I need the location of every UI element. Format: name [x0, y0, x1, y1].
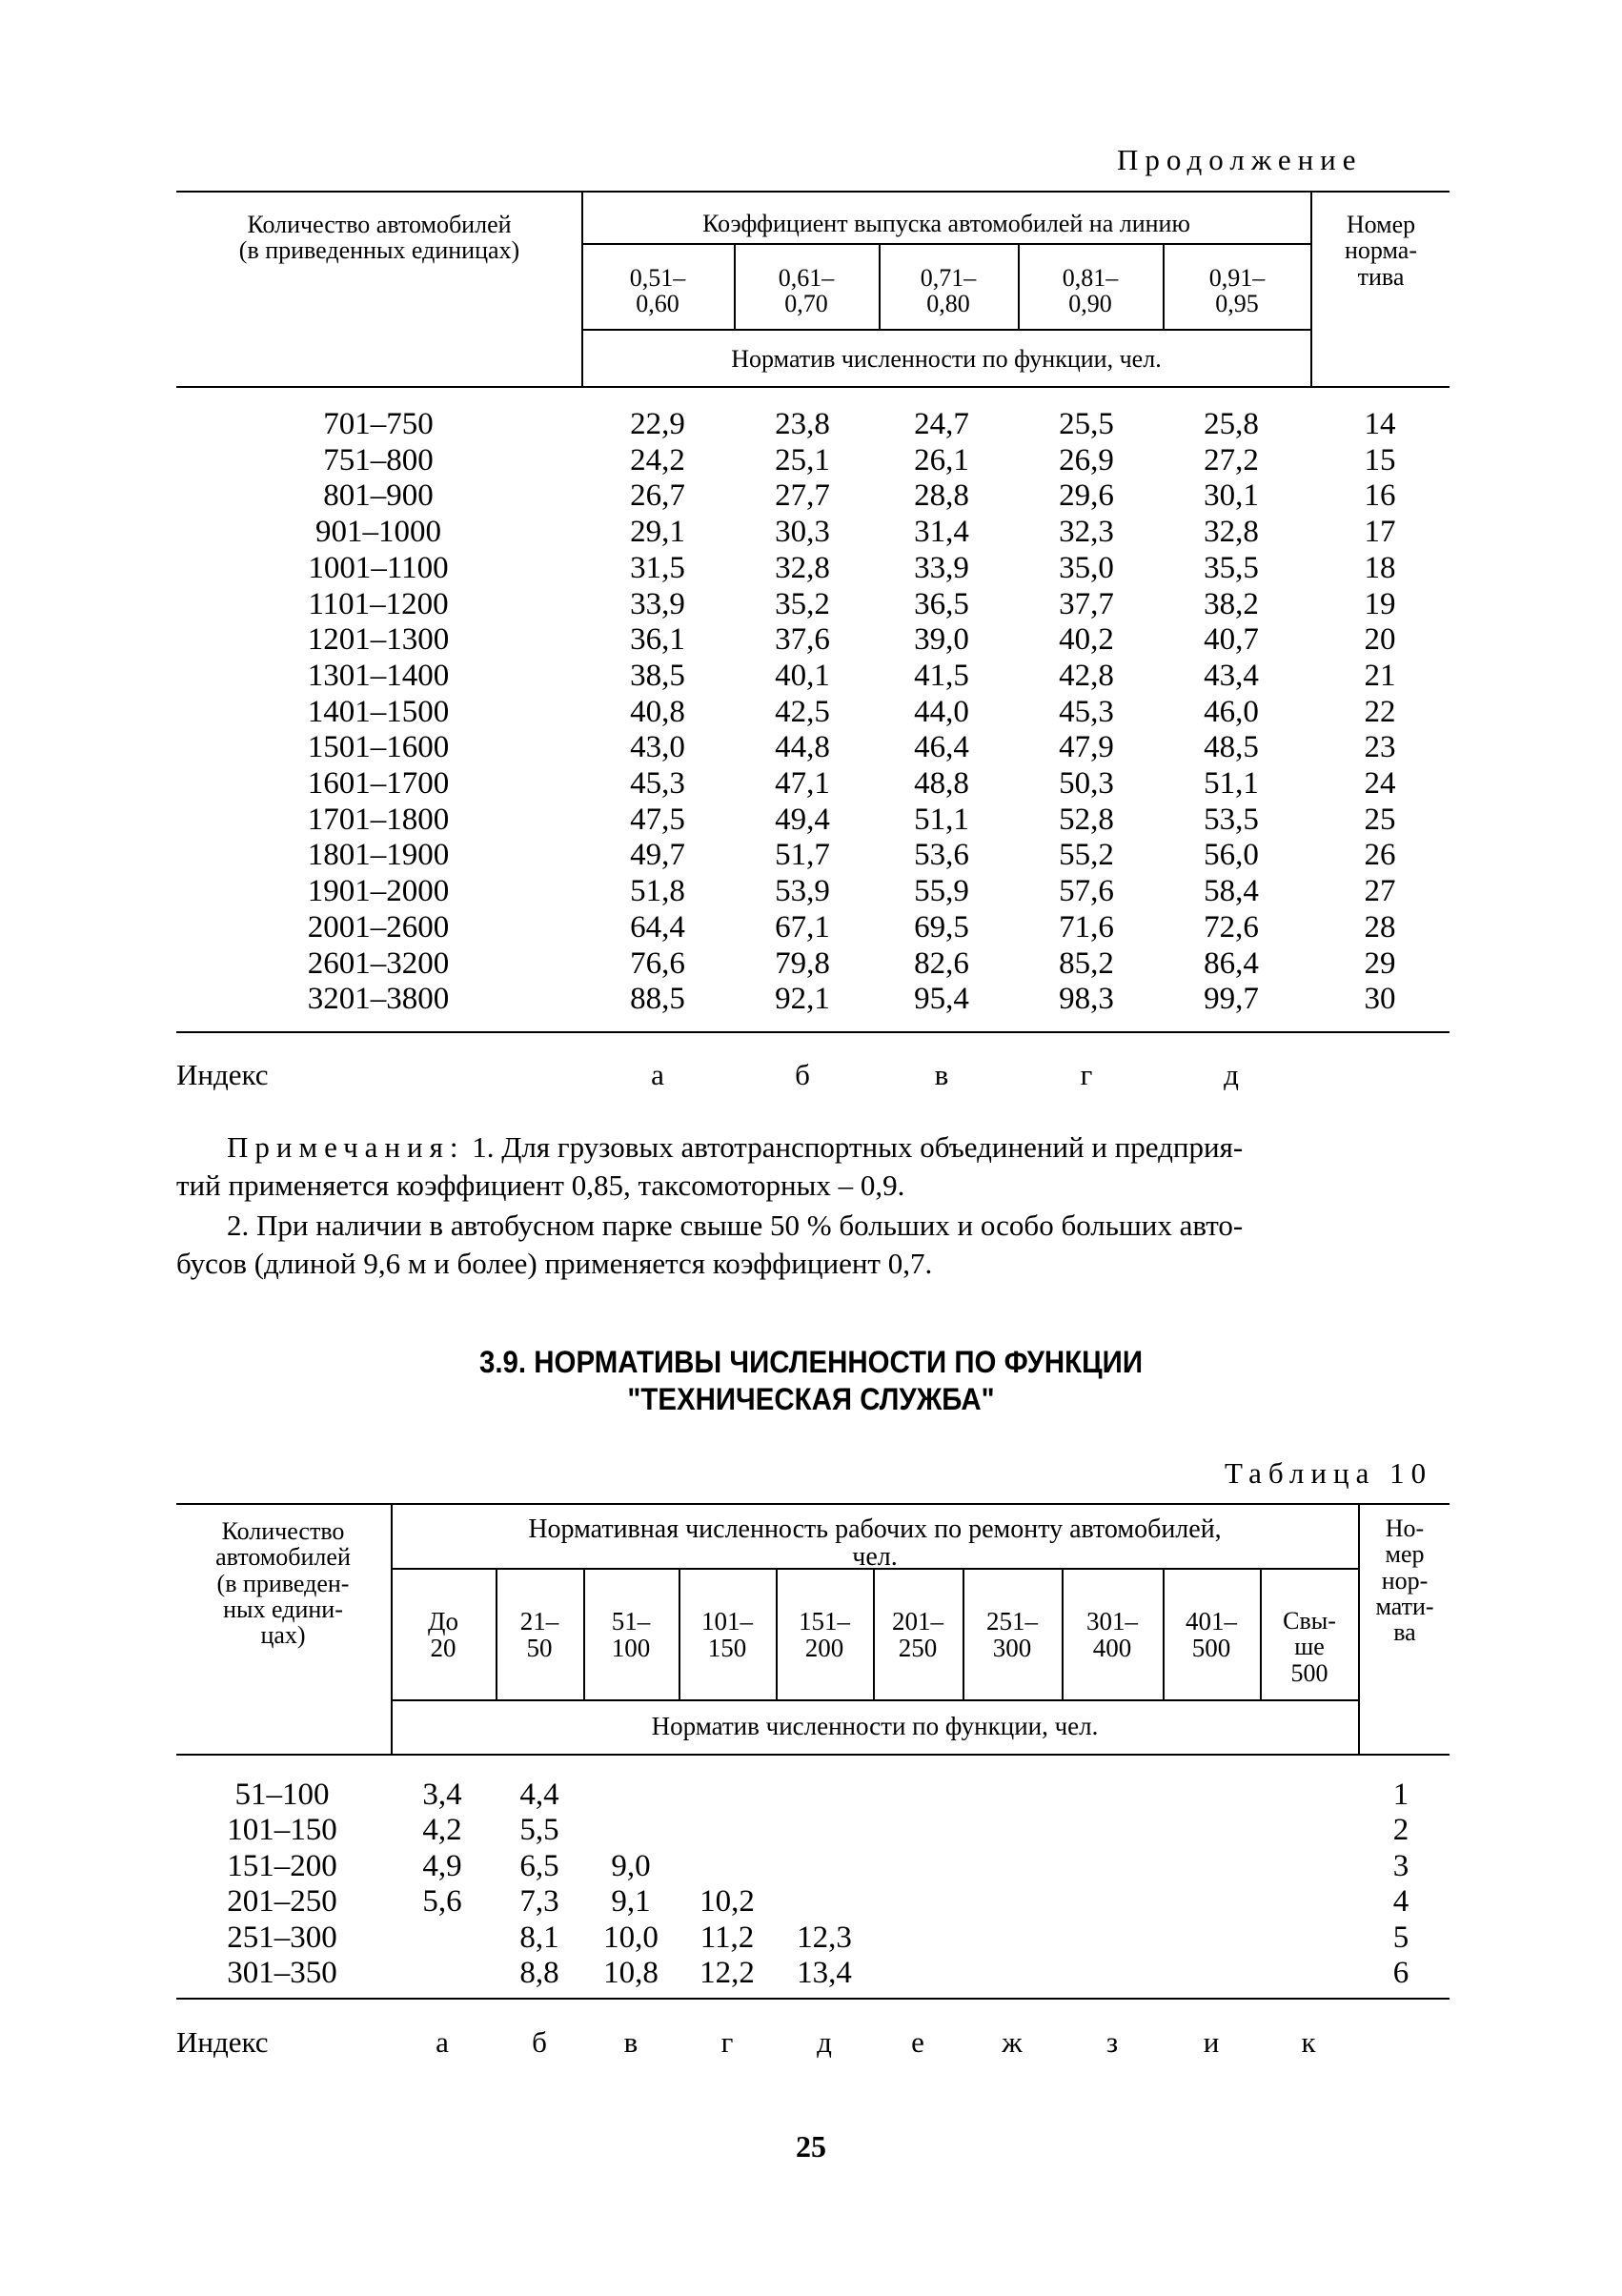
table1-value-cell: 79,8 — [775, 946, 830, 981]
table1-qty-cell: 2601–3200 — [307, 946, 450, 981]
table2-range-header — [680, 1608, 774, 1662]
table1-value-cell: 24,7 — [914, 407, 969, 441]
table1-value-cell: 71,6 — [1059, 910, 1114, 945]
table2-header-bottom-rule — [176, 1754, 1450, 1756]
table1-value-cell: 49,4 — [775, 803, 830, 837]
table2-range-header — [778, 1608, 871, 1662]
table1-value-cell: 25,1 — [775, 443, 830, 477]
table1-value-cell: 41,5 — [914, 659, 969, 693]
table2-range-header — [1262, 1608, 1357, 1686]
header-text: Нормативная численность рабочих по ремонту автомобилей, чел. — [528, 1514, 1222, 1573]
table1-range-header — [1165, 265, 1309, 317]
table2-qty-cell: 151–200 — [227, 1849, 337, 1883]
table2-bottom-rule — [176, 1998, 1450, 2000]
table1-number-cell: 14 — [1364, 407, 1396, 441]
table1-qty-cell: 1501–1600 — [307, 730, 450, 764]
table2-value-cell: 4,9 — [422, 1849, 462, 1883]
table2-value-cell: 7,3 — [519, 1884, 559, 1919]
table2-index-letter: ж — [1002, 2025, 1023, 2059]
table2-value-cell: 3,4 — [422, 1778, 462, 1812]
table1-header-bottom-rule — [176, 386, 1450, 388]
table1-value-cell: 38,5 — [630, 659, 685, 693]
header-text: 0,71– 0,80 — [920, 264, 977, 318]
table1-value-cell: 51,1 — [1204, 766, 1259, 801]
table1-value-cell: 64,4 — [630, 910, 685, 945]
table1-value-cell: 39,0 — [914, 622, 969, 657]
table1-coef-rule — [581, 243, 1311, 245]
table2-value-cell: 10,0 — [603, 1920, 659, 1955]
table2-norm-header — [393, 1713, 1357, 1739]
header-text: 0,61– 0,70 — [778, 264, 835, 318]
table2-qty-cell: 51–100 — [234, 1778, 330, 1812]
table1-qty-cell: 1701–1800 — [307, 803, 450, 837]
section-title-line: "ТЕХНИЧЕСКАЯ СЛУЖБА" — [627, 1382, 995, 1416]
table2-index-letter: д — [817, 2025, 832, 2059]
table1-value-cell: 25,5 — [1059, 407, 1114, 441]
header-text: 0,81– 0,90 — [1062, 264, 1119, 318]
header-text: До 20 — [428, 1607, 458, 1663]
table2-top-rule — [176, 1503, 1450, 1505]
table2-value-cell: 8,1 — [519, 1920, 559, 1955]
header-text: Количество автомобилей (в приведенных единицах) — [238, 211, 520, 265]
table2-range-header — [497, 1608, 581, 1662]
table2-range-rule — [391, 1699, 1359, 1701]
table2-index-letter: а — [436, 2025, 449, 2059]
notes-text: 1. Для грузовых автотранспортных объединений и предприя- — [464, 1130, 1244, 1164]
table1-value-cell: 40,2 — [1059, 622, 1114, 657]
table1-qty-cell: 801–900 — [323, 478, 434, 513]
table2-number-cell: 1 — [1392, 1778, 1409, 1812]
table1-value-cell: 42,5 — [775, 695, 830, 729]
header-text: Количество автомобилей (в приведен- ных едини- цах) — [215, 1517, 351, 1650]
header-text: Свы- ше 500 — [1283, 1607, 1336, 1687]
table2-workers-header — [393, 1515, 1357, 1572]
table1-number-cell: 20 — [1364, 622, 1396, 657]
table1-qty-cell: 751–800 — [323, 443, 434, 477]
table2-index-letter: з — [1105, 2025, 1119, 2059]
table1-value-cell: 33,9 — [630, 587, 685, 621]
table2-value-cell: 8,8 — [519, 1956, 559, 1990]
table2-number-cell: 6 — [1392, 1956, 1409, 1990]
table1-value-cell: 85,2 — [1059, 946, 1114, 981]
table1-number-cell: 21 — [1364, 659, 1396, 693]
table1-value-cell: 53,9 — [775, 874, 830, 908]
table1-top-rule — [176, 191, 1450, 193]
table1-qty-cell: 901–1000 — [315, 515, 441, 549]
table2-value-cell: 13,4 — [797, 1956, 852, 1990]
table1-value-cell: 37,7 — [1059, 587, 1114, 621]
table2-value-cell: 5,6 — [422, 1884, 462, 1919]
table2-range-header — [964, 1608, 1060, 1662]
table1-value-cell: 33,9 — [914, 551, 969, 585]
table1-qty-header — [179, 212, 579, 264]
table1-value-cell: 47,5 — [630, 803, 685, 837]
table1-value-cell: 36,5 — [914, 587, 969, 621]
table1-index-label: Индекс — [176, 1058, 269, 1091]
table1-qty-cell: 1901–2000 — [307, 874, 450, 908]
table1-number-cell: 26 — [1364, 838, 1396, 872]
header-text: Норматив численности по функции, чел. — [651, 1712, 1099, 1740]
table1-value-cell: 26,1 — [914, 443, 969, 477]
table1-value-cell: 43,4 — [1204, 659, 1259, 693]
table1-value-cell: 50,3 — [1059, 766, 1114, 801]
notes-line: бусов (длиной 9,6 м и более) применяется коэффициент 0,7. — [176, 1247, 933, 1280]
table1-index-letter: а — [651, 1058, 664, 1091]
table2-index-letter: е — [911, 2025, 924, 2059]
table1-value-cell: 49,7 — [630, 838, 685, 872]
table1-qty-cell: 1101–1200 — [308, 587, 449, 621]
table1-value-cell: 56,0 — [1204, 838, 1259, 872]
table1-value-cell: 44,0 — [914, 695, 969, 729]
table1-value-cell: 72,6 — [1204, 910, 1259, 945]
table1-value-cell: 98,3 — [1059, 982, 1114, 1016]
table1-value-cell: 32,3 — [1059, 515, 1114, 549]
table1-value-cell: 32,8 — [775, 551, 830, 585]
table1-value-cell: 47,1 — [775, 766, 830, 801]
table1-value-cell: 67,1 — [775, 910, 830, 945]
table1-number-cell: 16 — [1364, 478, 1396, 513]
table2-value-cell: 10,2 — [699, 1884, 755, 1919]
table1-value-cell: 45,3 — [1059, 695, 1114, 729]
table1-value-cell: 57,6 — [1059, 874, 1114, 908]
table2-qty-cell: 201–250 — [227, 1884, 337, 1919]
table1-value-cell: 47,9 — [1059, 730, 1114, 764]
table1-range-header — [736, 265, 877, 317]
table1-value-cell: 51,7 — [775, 838, 830, 872]
table1-value-cell: 53,5 — [1204, 803, 1259, 837]
table1-value-cell: 42,8 — [1059, 659, 1114, 693]
table2-index-letter: к — [1301, 2025, 1316, 2059]
table2-number-cell: 5 — [1392, 1920, 1409, 1955]
table2-value-cell: 6,5 — [519, 1849, 559, 1883]
header-text: 201– 250 — [892, 1607, 943, 1663]
table1-value-cell: 31,4 — [914, 515, 969, 549]
table2-value-cell: 5,5 — [519, 1813, 559, 1847]
table1-number-cell: 29 — [1364, 946, 1396, 981]
table1-value-cell: 26,9 — [1059, 443, 1114, 477]
table1-value-cell: 95,4 — [914, 982, 969, 1016]
table1-value-cell: 36,1 — [630, 622, 685, 657]
table1-value-cell: 24,2 — [630, 443, 685, 477]
table1-qty-cell: 1601–1700 — [307, 766, 450, 801]
table2-index-label: Индекс — [176, 2025, 269, 2059]
table2-range-header — [393, 1608, 494, 1662]
table2-range-header — [1064, 1608, 1161, 1662]
table1-value-cell: 51,1 — [914, 803, 969, 837]
table1-value-cell: 46,4 — [914, 730, 969, 764]
table1-value-cell: 55,9 — [914, 874, 969, 908]
table1-number-cell: 25 — [1364, 803, 1396, 837]
table1-value-cell: 44,8 — [775, 730, 830, 764]
table1-number-cell: 17 — [1364, 515, 1396, 549]
notes-line: тий применяется коэффициент 0,85, таксомоторных – 0,9. — [176, 1168, 905, 1202]
table2-range-header — [1165, 1608, 1258, 1662]
table1-qty-cell: 1801–1900 — [307, 838, 450, 872]
table2-value-cell: 12,2 — [699, 1956, 755, 1990]
table1-range-header — [1020, 265, 1161, 317]
table1-number-cell: 15 — [1364, 443, 1396, 477]
table1-value-cell: 69,5 — [914, 910, 969, 945]
table1-value-cell: 22,9 — [630, 407, 685, 441]
header-text: 0,51– 0,60 — [629, 264, 686, 318]
header-text: 0,91– 0,95 — [1208, 264, 1266, 318]
page-number: 25 — [796, 2129, 826, 2164]
table1-value-cell: 92,1 — [775, 982, 830, 1016]
table1-value-cell: 48,5 — [1204, 730, 1259, 764]
table1-value-cell: 40,7 — [1204, 622, 1259, 657]
header-text: 51– 100 — [611, 1607, 651, 1663]
header-text: 151– 200 — [799, 1607, 850, 1663]
header-text: Но- мер нор- мати- ва — [1375, 1514, 1434, 1647]
table2-value-cell: 9,0 — [611, 1849, 651, 1883]
table1-norm-header — [583, 346, 1309, 372]
section-title-line: 3.9. НОРМАТИВЫ ЧИСЛЕННОСТИ ПО ФУНКЦИИ — [479, 1345, 1143, 1379]
table2-value-cell: 9,1 — [611, 1884, 651, 1919]
table2-index-letter: в — [623, 2025, 639, 2059]
header-text: 301– 400 — [1086, 1607, 1138, 1663]
table1-qty-cell: 1001–1100 — [308, 551, 449, 585]
table1-value-cell: 25,8 — [1204, 407, 1259, 441]
table1-value-cell: 29,6 — [1059, 478, 1114, 513]
table1-coef-header — [583, 211, 1309, 236]
table1-number-cell: 23 — [1364, 730, 1396, 764]
table1-value-cell: 58,4 — [1204, 874, 1259, 908]
table1-qty-cell: 1201–1300 — [307, 622, 450, 657]
table1-index-letter: г — [1080, 1058, 1093, 1091]
table1-qty-cell: 701–750 — [323, 407, 434, 441]
header-text: Коэффициент выпуска автомобилей на линию — [702, 210, 1190, 237]
table1-range-rule — [581, 329, 1311, 331]
table2-value-cell: 11,2 — [699, 1920, 755, 1955]
table-label: Таблица 10 — [1225, 1456, 1433, 1490]
table1-number-cell: 19 — [1364, 587, 1396, 621]
table2-value-cell: 4,2 — [422, 1813, 462, 1847]
notes-heading: Примечания: — [227, 1130, 465, 1164]
table1-bottom-rule — [176, 1031, 1450, 1033]
table2-value-cell: 10,8 — [603, 1956, 659, 1990]
table1-number-cell: 18 — [1364, 551, 1396, 585]
table1-value-cell: 53,6 — [914, 838, 969, 872]
header-text: Номер норма- тива — [1345, 211, 1417, 291]
table1-value-cell: 51,8 — [630, 874, 685, 908]
table1-value-cell: 40,1 — [775, 659, 830, 693]
table1-value-cell: 88,5 — [630, 982, 685, 1016]
table1-index-letter: в — [934, 1058, 949, 1091]
table1-number-cell: 28 — [1364, 910, 1396, 945]
table1-value-cell: 99,7 — [1204, 982, 1259, 1016]
table2-qty-cell: 101–150 — [227, 1813, 337, 1847]
header-text: 21– 50 — [519, 1607, 559, 1663]
table2-qty-header — [177, 1518, 389, 1648]
header-text: 101– 150 — [701, 1607, 753, 1663]
table1-value-cell: 35,2 — [775, 587, 830, 621]
table2-number-header — [1360, 1515, 1450, 1645]
table1-value-cell: 29,1 — [630, 515, 685, 549]
table1-qty-cell: 1301–1400 — [307, 659, 450, 693]
table1-value-cell: 37,6 — [775, 622, 830, 657]
table1-value-cell: 46,0 — [1204, 695, 1259, 729]
table1-number-cell: 24 — [1364, 766, 1396, 801]
table1-value-cell: 40,8 — [630, 695, 685, 729]
table2-range-header — [875, 1608, 961, 1662]
table2-number-cell: 3 — [1392, 1849, 1409, 1883]
table1-value-cell: 35,5 — [1204, 551, 1259, 585]
table1-value-cell: 48,8 — [914, 766, 969, 801]
table1-value-cell: 38,2 — [1204, 587, 1259, 621]
table1-value-cell: 32,8 — [1204, 515, 1259, 549]
header-text: 251– 300 — [986, 1607, 1038, 1663]
table1-qty-cell: 2001–2600 — [307, 910, 450, 945]
table1-value-cell: 27,7 — [775, 478, 830, 513]
table1-index-letter: д — [1224, 1058, 1239, 1091]
table2-number-cell: 2 — [1392, 1813, 1409, 1847]
table1-number-cell: 22 — [1364, 695, 1396, 729]
notes-line: 2. При наличии в автобусном парке свыше 50 % больших и особо больших авто- — [227, 1209, 1244, 1242]
table1-value-cell: 23,8 — [775, 407, 830, 441]
table1-index-letter: б — [795, 1058, 810, 1091]
table2-value-cell: 12,3 — [797, 1920, 852, 1955]
table2-value-cell: 4,4 — [519, 1778, 559, 1812]
table2-index-letter: б — [532, 2025, 547, 2059]
table1-range-header — [583, 265, 732, 317]
table1-value-cell: 31,5 — [630, 551, 685, 585]
table2-number-cell: 4 — [1392, 1884, 1409, 1919]
table1-value-cell: 30,1 — [1204, 478, 1259, 513]
table1-qty-cell: 3201–3800 — [307, 982, 450, 1016]
table1-number-header — [1312, 212, 1450, 290]
table1-value-cell: 82,6 — [914, 946, 969, 981]
table1-number-cell: 27 — [1364, 874, 1396, 908]
table1-value-cell: 28,8 — [914, 478, 969, 513]
table2-index-letter: г — [720, 2025, 734, 2059]
header-text: 401– 500 — [1186, 1607, 1237, 1663]
table1-value-cell: 45,3 — [630, 766, 685, 801]
table2-range-header — [585, 1608, 677, 1662]
table1-qty-cell: 1401–1500 — [307, 695, 450, 729]
table1-value-cell: 30,3 — [775, 515, 830, 549]
table2-qty-cell: 301–350 — [227, 1956, 337, 1990]
table1-value-cell: 52,8 — [1059, 803, 1114, 837]
continuation-label: Продолжение — [1117, 143, 1363, 176]
table1-number-cell: 30 — [1364, 982, 1396, 1016]
table2-qty-cell: 251–300 — [227, 1920, 337, 1955]
table1-value-cell: 55,2 — [1059, 838, 1114, 872]
table1-value-cell: 86,4 — [1204, 946, 1259, 981]
table2-index-letter: и — [1203, 2025, 1220, 2059]
header-text: Норматив численности по функции, чел. — [731, 345, 1162, 373]
table1-value-cell: 43,0 — [630, 730, 685, 764]
table1-value-cell: 35,0 — [1059, 551, 1114, 585]
table1-value-cell: 26,7 — [630, 478, 685, 513]
notes-line — [227, 1132, 1243, 1162]
table1-value-cell: 76,6 — [630, 946, 685, 981]
table1-value-cell: 27,2 — [1204, 443, 1259, 477]
table1-range-header — [881, 265, 1016, 317]
